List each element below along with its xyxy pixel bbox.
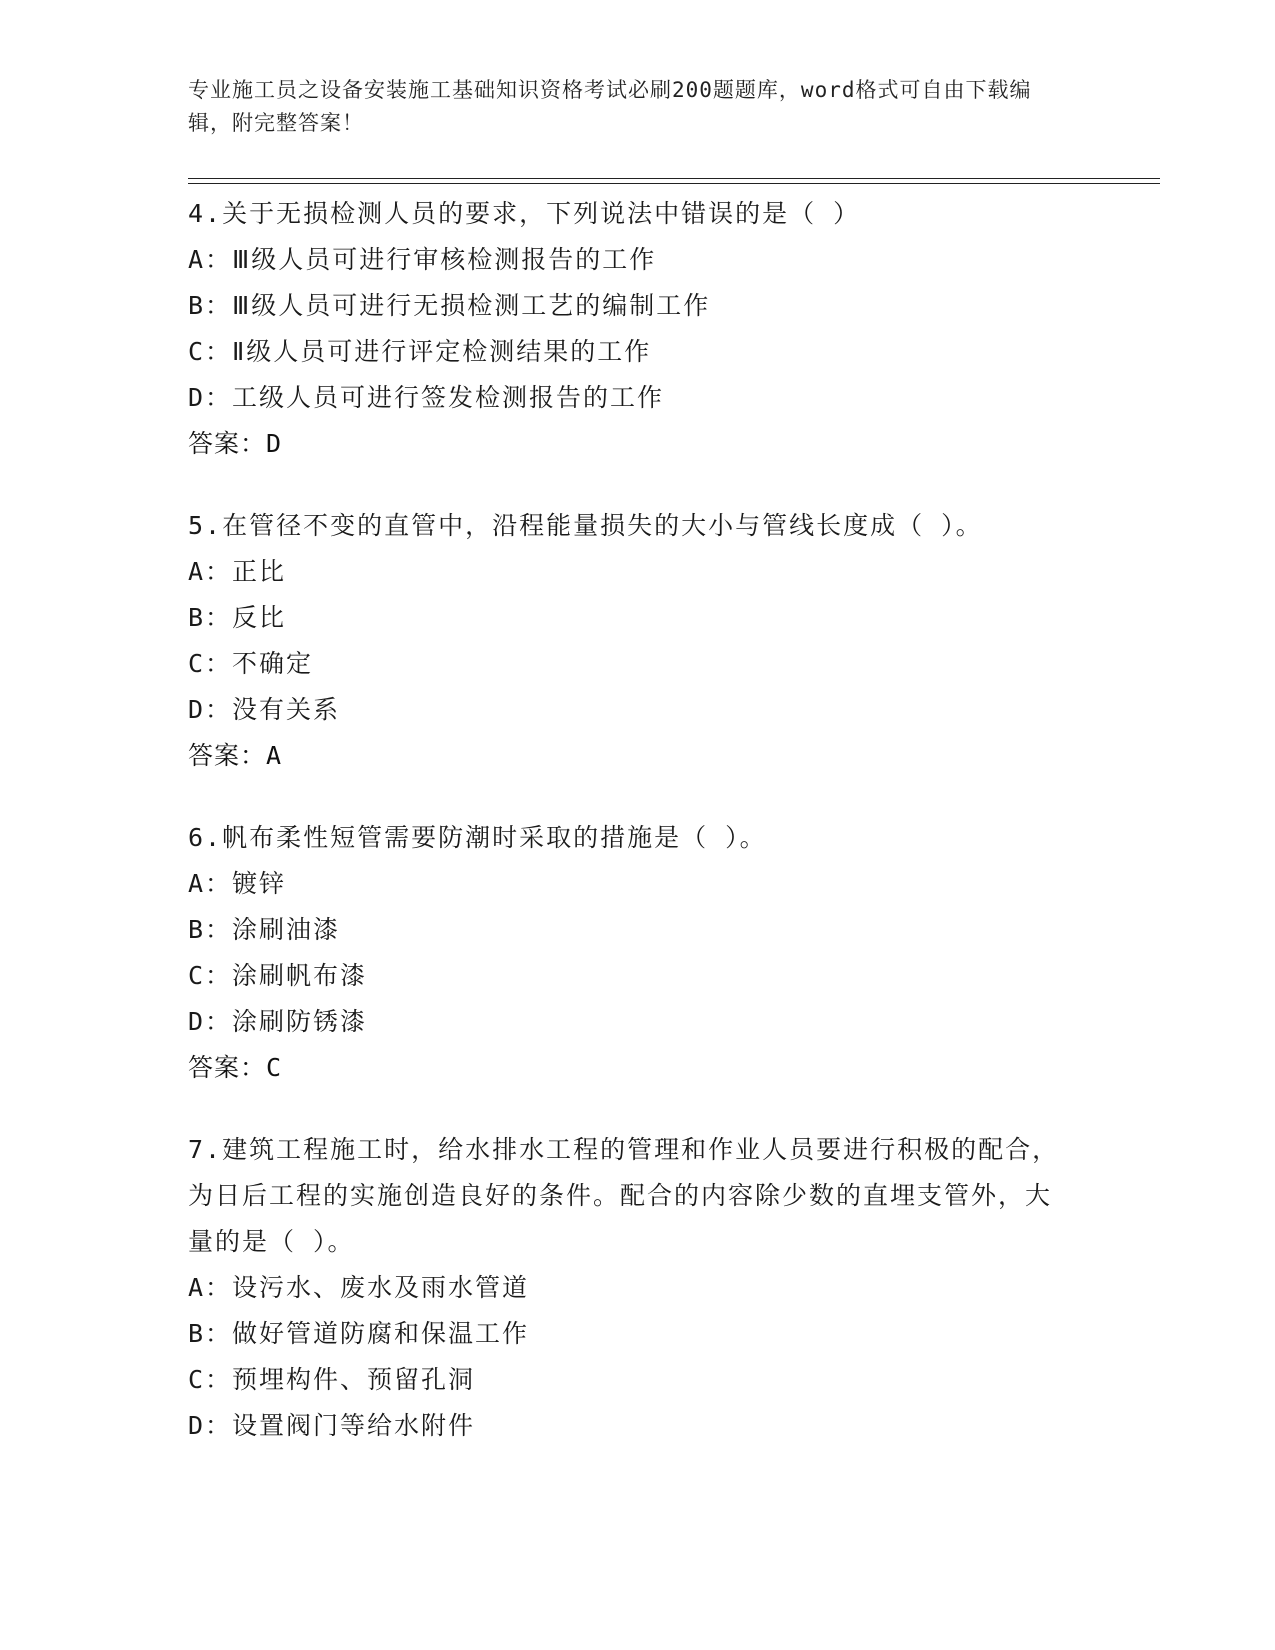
option-key: A： — [188, 869, 233, 898]
option-key: C： — [188, 649, 233, 678]
option-text: 正比 — [232, 557, 287, 586]
option-c — [188, 1357, 1088, 1403]
option-key: A： — [188, 245, 233, 274]
option-text: 镀锌 — [232, 869, 287, 898]
option-key: D： — [188, 383, 233, 412]
option-d — [188, 1403, 1088, 1449]
option-c — [188, 329, 1088, 375]
option-key: B： — [188, 915, 233, 944]
option-d — [188, 687, 1088, 733]
option-b — [188, 283, 1088, 329]
option-text: Ⅱ级人员可进行评定检测结果的工作 — [232, 337, 652, 366]
option-text: 做好管道防腐和保温工作 — [232, 1319, 530, 1348]
question-stem: 6.帆布柔性短管需要防潮时采取的措施是（ ）。 — [188, 823, 767, 852]
option-key: D： — [188, 1411, 233, 1440]
question-stem: 7.建筑工程施工时，给水排水工程的管理和作业人员要进行积极的配合，为日后工程的实施创造良好的条件。配合的内容除少数的直埋支管外，大量的是（ ）。 — [188, 1135, 1060, 1256]
option-a — [188, 237, 1088, 283]
document-header — [188, 74, 1068, 140]
option-b — [188, 1311, 1088, 1357]
option-key: C： — [188, 337, 233, 366]
option-text: 工级人员可进行签发检测报告的工作 — [232, 383, 665, 412]
answer: 答案：C — [188, 1053, 283, 1082]
option-text: 涂刷油漆 — [232, 915, 341, 944]
option-key: B： — [188, 1319, 233, 1348]
answer: 答案：A — [188, 741, 283, 770]
header-divider-bottom — [188, 183, 1160, 184]
option-a — [188, 861, 1088, 907]
option-key: D： — [188, 1007, 233, 1036]
option-key: C： — [188, 1365, 233, 1394]
option-key: C： — [188, 961, 233, 990]
option-text: 不确定 — [232, 649, 314, 678]
option-c — [188, 641, 1088, 687]
answer: 答案：D — [188, 429, 283, 458]
option-text: 没有关系 — [232, 695, 341, 724]
option-key: B： — [188, 291, 233, 320]
header-divider-top — [188, 178, 1160, 179]
option-text: 设置阀门等给水附件 — [232, 1411, 476, 1440]
option-key: D： — [188, 695, 233, 724]
question-6 — [188, 815, 1088, 1091]
option-text: 反比 — [232, 603, 287, 632]
option-c — [188, 953, 1088, 999]
option-a — [188, 1265, 1088, 1311]
question-5 — [188, 503, 1088, 779]
option-key: A： — [188, 1273, 233, 1302]
question-7 — [188, 1127, 1088, 1449]
option-b — [188, 595, 1088, 641]
option-b — [188, 907, 1088, 953]
option-text: 预埋构件、预留孔洞 — [232, 1365, 476, 1394]
question-list — [188, 191, 1088, 1485]
option-d — [188, 999, 1088, 1045]
question-stem: 4.关于无损检测人员的要求，下列说法中错误的是（ ） — [188, 199, 861, 228]
option-key: B： — [188, 603, 233, 632]
question-stem: 5.在管径不变的直管中，沿程能量损失的大小与管线长度成（ ）。 — [188, 511, 983, 540]
option-a — [188, 549, 1088, 595]
option-text: 涂刷帆布漆 — [232, 961, 368, 990]
question-4 — [188, 191, 1088, 467]
option-text: 设污水、废水及雨水管道 — [232, 1273, 530, 1302]
option-d — [188, 375, 1088, 421]
option-text: Ⅲ级人员可进行审核检测报告的工作 — [232, 245, 657, 274]
option-text: Ⅲ级人员可进行无损检测工艺的编制工作 — [232, 291, 711, 320]
option-text: 涂刷防锈漆 — [232, 1007, 368, 1036]
option-key: A： — [188, 557, 233, 586]
header-title: 专业施工员之设备安装施工基础知识资格考试必刷200题题库，word格式可自由下载编辑，附完整答案！ — [188, 78, 1032, 135]
